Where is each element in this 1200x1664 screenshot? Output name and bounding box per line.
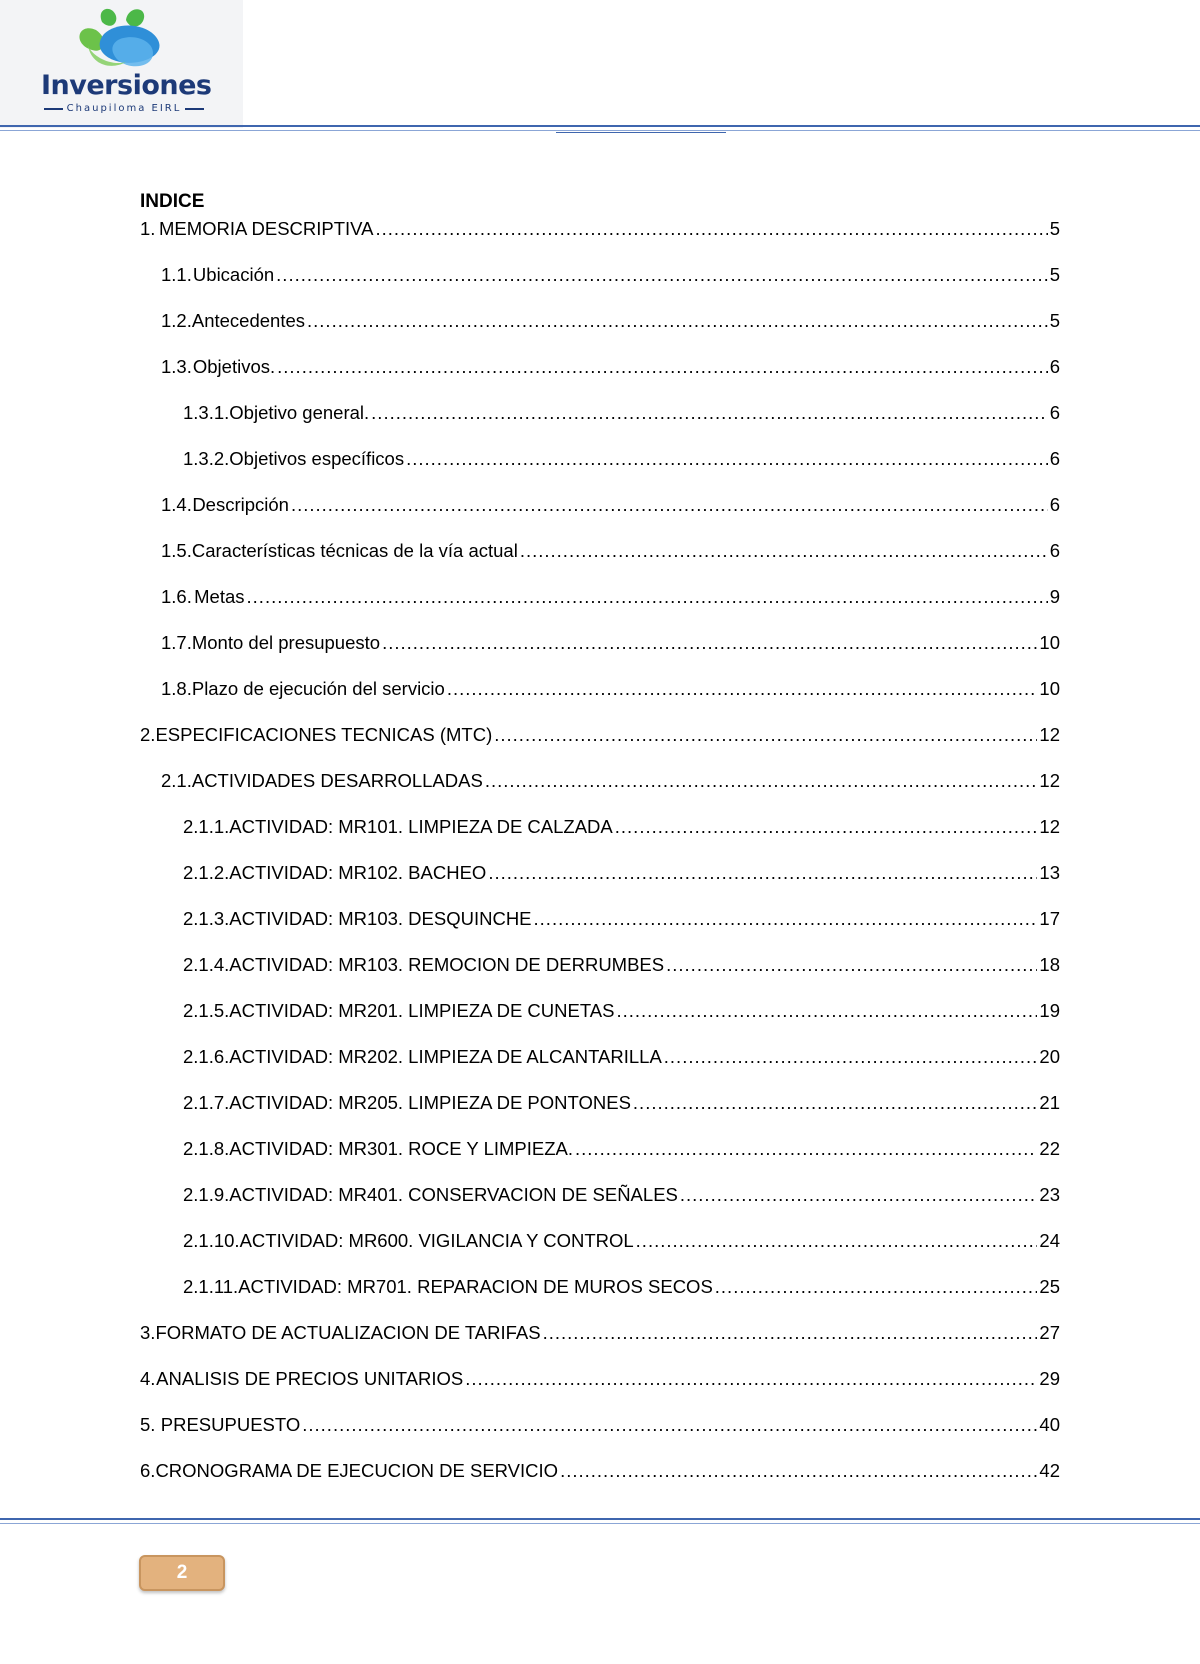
toc-entry-number: 2.1.3.	[183, 908, 230, 929]
toc-entry-leader	[406, 448, 1048, 470]
toc-entry-leader	[534, 908, 1038, 930]
toc-entry-number: 1.8.	[161, 678, 192, 699]
toc-entry-title: Objetivos específicos	[229, 448, 405, 469]
toc-entry-leader	[485, 770, 1038, 792]
toc-entry-number: 1.7.	[161, 632, 192, 653]
toc-entry-number: 2.1.8.	[183, 1138, 230, 1159]
toc-entry-title: ACTIVIDAD: MR401. CONSERVACION DE SEÑALES	[229, 1184, 678, 1205]
toc-entry[interactable]	[140, 494, 1060, 516]
toc-entry-number: 1.2.	[161, 310, 192, 331]
toc-entry-number: 1.3.1.	[183, 402, 230, 423]
toc-entry-title: ACTIVIDAD: MR102. BACHEO	[229, 862, 487, 883]
toc-entry-leader	[494, 724, 1037, 746]
toc-entry-leader	[575, 1138, 1037, 1160]
toc-entry-page: 17	[1039, 908, 1060, 929]
toc-entry-number: 2.1.11.	[183, 1276, 239, 1297]
toc-entry-page: 5	[1049, 310, 1060, 331]
logo-subtitle-row	[44, 103, 204, 114]
toc-entry-title: ACTIVIDAD: MR701. REPARACION DE MUROS SECOS	[238, 1276, 713, 1297]
toc-entry-number: 2.	[140, 724, 156, 745]
toc-entry-page: 6	[1049, 448, 1060, 469]
toc-entry[interactable]	[140, 954, 1060, 976]
toc-entry-number: 1.4.	[161, 494, 192, 515]
toc-entry[interactable]	[140, 1322, 1060, 1344]
toc-entry-page: 20	[1039, 1046, 1060, 1067]
toc-entry-page: 5	[1049, 218, 1060, 239]
toc-entry-leader	[666, 954, 1037, 976]
toc-entry-number: 2.1.10.	[183, 1230, 240, 1251]
logo-subtitle: Chaupiloma EIRL	[66, 103, 182, 114]
toc-entry-title: FORMATO DE ACTUALIZACION DE TARIFAS	[155, 1322, 541, 1343]
toc-entry[interactable]	[140, 402, 1060, 424]
toc-entry-number: 5.	[140, 1414, 156, 1435]
toc-entry-title: ACTIVIDAD: MR301. ROCE Y LIMPIEZA.	[229, 1138, 574, 1159]
toc-entry-page: 10	[1039, 632, 1060, 653]
toc-entry-leader	[633, 1092, 1038, 1114]
toc-entry[interactable]	[140, 724, 1060, 746]
toc-entry-title: Metas	[194, 586, 245, 607]
toc-entry[interactable]	[140, 1184, 1060, 1206]
toc-entry-number: 2.1.5.	[183, 1000, 230, 1021]
toc-entry[interactable]	[140, 1230, 1060, 1252]
toc-entry[interactable]	[140, 1046, 1060, 1068]
toc-entry-page: 12	[1039, 724, 1060, 745]
toc-entry-page: 40	[1039, 1414, 1060, 1435]
toc-entry-title: Descripción	[192, 494, 289, 515]
toc-entry[interactable]	[140, 1460, 1060, 1482]
toc-entry[interactable]	[140, 218, 1060, 240]
toc-entry-number: 2.1.4.	[183, 954, 230, 975]
toc-entry-page: 19	[1039, 1000, 1060, 1021]
toc-entry[interactable]	[140, 1092, 1060, 1114]
toc-entry[interactable]	[140, 632, 1060, 654]
toc-entry[interactable]	[140, 448, 1060, 470]
toc-entry-title: Plazo de ejecución del servicio	[191, 678, 445, 699]
toc-entry-leader	[680, 1184, 1038, 1206]
toc-entry-number: 2.1.2.	[183, 862, 230, 883]
toc-entry[interactable]	[140, 678, 1060, 700]
toc-entry-title: Monto del presupuesto	[191, 632, 381, 653]
toc-entry-leader	[715, 1276, 1038, 1298]
toc-entry[interactable]	[140, 908, 1060, 930]
toc-entry-leader	[616, 1000, 1037, 1022]
toc-entry-title: CRONOGRAMA DE EJECUCION DE SERVICIO	[155, 1460, 559, 1481]
toc-entry-number: 2.1.7.	[183, 1092, 230, 1113]
toc-entry-title: ACTIVIDAD: MR103. REMOCION DE DERRUMBES	[229, 954, 665, 975]
toc-entry-leader	[371, 402, 1048, 424]
toc-entry-page: 6	[1049, 494, 1060, 515]
toc-entry-leader	[302, 1414, 1037, 1436]
toc-entry-page: 6	[1049, 402, 1060, 423]
logo-subtitle-dash-left	[44, 108, 63, 110]
toc-entry-number: 1.5.	[161, 540, 192, 561]
toc-entry-title: ACTIVIDAD: MR600. VIGILANCIA Y CONTROL	[239, 1230, 634, 1251]
toc-entry[interactable]	[140, 1138, 1060, 1160]
toc-entry-page: 13	[1039, 862, 1060, 883]
toc-entry-leader	[277, 356, 1048, 378]
toc-entry-title: MEMORIA DESCRIPTIVA	[158, 218, 374, 239]
toc-entry-title: ANALISIS DE PRECIOS UNITARIOS	[156, 1368, 464, 1389]
toc-entry[interactable]	[140, 1414, 1060, 1436]
toc-entry-title: ACTIVIDAD: MR205. LIMPIEZA DE PONTONES	[229, 1092, 631, 1113]
page-number-badge	[139, 1555, 225, 1591]
toc-entry-page: 23	[1039, 1184, 1060, 1205]
toc-entry-number: 3.	[140, 1322, 156, 1343]
toc-entry-number: 2.1.9.	[183, 1184, 230, 1205]
toc-entry[interactable]	[140, 1368, 1060, 1390]
toc-entry-title: ESPECIFICACIONES TECNICAS (MTC)	[155, 724, 493, 745]
header-rule	[0, 125, 1200, 131]
toc-entry-page: 25	[1039, 1276, 1060, 1297]
toc-entry[interactable]	[140, 356, 1060, 378]
toc-entry-leader	[247, 586, 1048, 608]
toc-entry-title: Objetivo general.	[229, 402, 370, 423]
toc-entry-number: 2.1.	[161, 770, 192, 791]
toc-entry-page: 12	[1039, 816, 1060, 837]
toc-entry[interactable]	[140, 816, 1060, 838]
toc-entry-number: 1.3.	[161, 356, 192, 377]
toc-entry-title: ACTIVIDAD: MR101. LIMPIEZA DE CALZADA	[229, 816, 613, 837]
toc-entry-title: PRESUPUESTO	[160, 1414, 301, 1435]
toc-entry-page: 10	[1039, 678, 1060, 699]
toc-entry-title: Objetivos.	[192, 356, 276, 377]
toc-entry-number: 1.3.2.	[183, 448, 230, 469]
toc-entry-page: 29	[1039, 1368, 1060, 1389]
toc-entry-page: 6	[1049, 540, 1060, 561]
toc-entry-number: 1.6.	[161, 586, 192, 607]
toc-entry-title: ACTIVIDADES DESARROLLADAS	[191, 770, 483, 791]
toc-entry-number: 2.1.1.	[183, 816, 230, 837]
toc-entry-leader	[636, 1230, 1038, 1252]
toc-entry-page: 24	[1039, 1230, 1060, 1251]
logo-subtitle-dash-right	[185, 108, 204, 110]
header-rule-accent	[556, 132, 726, 133]
toc-entry-page: 22	[1039, 1138, 1060, 1159]
toc-entry[interactable]	[140, 264, 1060, 286]
toc-entry-leader	[488, 862, 1037, 884]
company-logo	[0, 0, 243, 128]
page-number: 2	[176, 1562, 188, 1583]
toc-entry-leader	[664, 1046, 1038, 1068]
toc-heading: INDICE	[140, 191, 205, 212]
toc-entry-title: ACTIVIDAD: MR202. LIMPIEZA DE ALCANTARILLA	[229, 1046, 662, 1067]
toc-entry-number: 6.	[140, 1460, 156, 1481]
toc-entry-number: 1.1.	[161, 264, 192, 285]
toc-entry-leader	[447, 678, 1038, 700]
toc-entry-leader	[520, 540, 1048, 562]
toc-entry-title: Características técnicas de la vía actual	[191, 540, 518, 561]
toc-entry-leader	[291, 494, 1048, 516]
toc-entry-number: 2.1.6.	[183, 1046, 230, 1067]
toc-entry-page: 27	[1039, 1322, 1060, 1343]
toc-entry-title: Antecedentes	[191, 310, 306, 331]
toc-entry[interactable]	[140, 770, 1060, 792]
toc-entry-title: ACTIVIDAD: MR201. LIMPIEZA DE CUNETAS	[229, 1000, 615, 1021]
toc-entry-leader	[382, 632, 1037, 654]
toc-entry[interactable]	[140, 1276, 1060, 1298]
toc-entry-leader	[543, 1322, 1038, 1344]
toc-entry-leader	[465, 1368, 1037, 1390]
toc-entry[interactable]	[140, 310, 1060, 332]
logo-wordmark: Inversiones	[41, 70, 212, 101]
toc-entry-title: ACTIVIDAD: MR103. DESQUINCHE	[229, 908, 532, 929]
toc-entry-leader	[615, 816, 1038, 838]
toc-entry-leader	[307, 310, 1048, 332]
footer-rule	[0, 1518, 1200, 1524]
toc-entry-leader	[276, 264, 1048, 286]
toc-entry[interactable]	[140, 862, 1060, 884]
toc-entry-page: 9	[1049, 586, 1060, 607]
toc-entry-page: 12	[1039, 770, 1060, 791]
toc-entry-leader	[560, 1460, 1037, 1482]
table-of-contents	[140, 218, 1060, 1482]
toc-entry-leader	[375, 218, 1047, 240]
toc-entry[interactable]	[140, 540, 1060, 562]
toc-entry[interactable]	[140, 1000, 1060, 1022]
toc-entry-number: 4.	[140, 1368, 156, 1389]
toc-entry-page: 21	[1039, 1092, 1060, 1113]
toc-entry-title: Ubicación	[192, 264, 275, 285]
toc-entry-page: 42	[1039, 1460, 1060, 1481]
toc-entry-page: 5	[1049, 264, 1060, 285]
toc-entry-page: 18	[1039, 954, 1060, 975]
toc-entry-number: 1.	[140, 218, 156, 239]
toc-entry[interactable]	[140, 586, 1060, 608]
toc-entry-page: 6	[1049, 356, 1060, 377]
